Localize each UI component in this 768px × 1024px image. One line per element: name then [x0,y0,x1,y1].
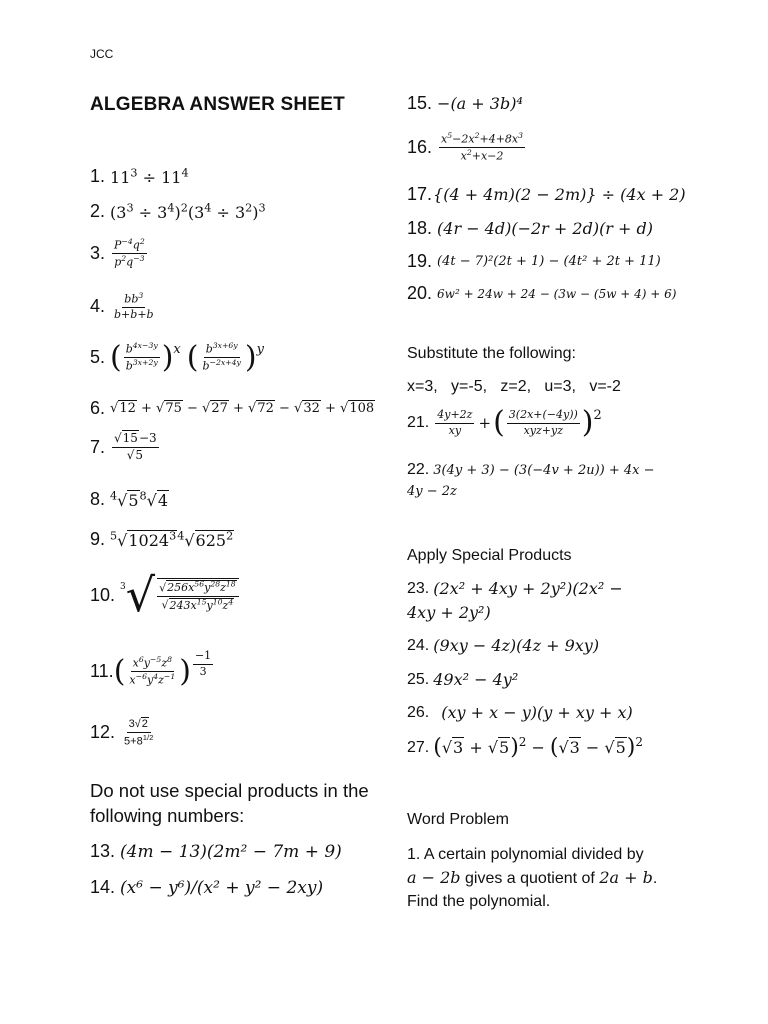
problem-expression: (4r − 4d)(−2r + 2d)(r + d) [437,219,654,238]
problem-expression: 3 √ $\frac{√256x^{56}y^{28}z^{18}}{√243x^{15}y^{10}z^4}$ [120,572,241,618]
problem-expression: $11^3 \div 11^4$ [110,166,189,187]
problem-number: 14. [90,877,116,897]
problem-expression: √12 + √75 − √27 + √72 − √32 + √108 [110,401,375,416]
problem-number: 23. [407,579,430,597]
problem-expression: $\frac{4y+2z}{xy}$ + ( $\frac{3(2x+(-4y))}{\text{xyz+yz}}$ ) $^2$ [437,405,602,440]
problem-24 [407,636,599,655]
problem-number: 19. [407,251,433,271]
problem-20 [407,283,676,304]
problem-1 [90,166,189,187]
quotient-expression: 2a + b [599,868,653,887]
problem-number: 11. [90,661,114,682]
problem-3 [90,238,149,270]
problem-number: 9. [90,529,106,549]
substitution-values: x=3, y=-5, z=2, u=3, v=-2 [407,378,621,395]
divisor-expression: a − 2b [407,868,461,887]
problem-17 [407,184,686,205]
problem-expression-line-1: 3(4y + 3) − (3(−4v + 2u)) + 4x − [433,462,655,478]
problem-10 [90,568,241,622]
no-special-products-heading: Do not use special products in the following numbers: [90,780,369,826]
problem-expression-line-2: 4y − 2z [407,484,457,499]
problem-number: 15. [407,93,433,113]
problem-27 [407,735,643,760]
word-problem-text [407,843,707,913]
problem-number: 22. [407,461,430,478]
problem-25 [407,670,518,689]
problem-6 [90,398,375,419]
problem-21 [407,405,602,440]
problem-expression: $\frac{bb^3}{b+b+b}$ [114,291,154,322]
apply-special-products-heading: Apply Special Products [407,547,572,564]
problem-number: 20. [407,283,433,303]
problem-number: 8. [90,489,106,509]
problem-14 [90,877,323,898]
problem-expression: $\frac{x^5-2x^2+4+8x^3}{x^2+x-2}$ [441,131,524,163]
word-problem-line-3: Find the polynomial. [407,893,551,910]
problem-expression: ( √3 + √5 ) $^2$ − ( √3 − √5 ) $^2$ [433,735,644,760]
word-problem-period: . [652,870,658,887]
problem-expression: $\frac{√15-3}{√5}$ [114,431,157,462]
problem-expression: −(a + 3b)⁴ [437,94,523,113]
problem-expression: $\frac{P^{-4}q^2}{p^2q^{-3}}$ [114,237,145,269]
problem-expression-line-2: 4xy + 2y²) [407,603,491,622]
problem-expression: $^4√5^8√4$ [110,489,169,510]
problem-number: 13. [90,841,116,861]
author-initials: JCC [90,47,114,61]
problem-expression: ( $\frac{x^6y^{-5}z^8}{x^{-6}y^4z^{-1}}$ ) $\frac{-1}{3}$ [113,649,212,689]
word-problem-connector: gives a quotient of [460,870,600,887]
problem-4 [90,292,158,322]
problem-number: 18. [407,218,433,238]
problem-expression: (xy + x − y)(y + xy + x) [441,703,633,722]
problem-22 [407,461,655,479]
problem-expression: 6w² + 24w + 24 − (3w − (5w + 4) + 6) [437,286,677,301]
problem-12 [90,718,157,748]
problem-expression: (4m − 13)(2m² − 7m + 9) [120,841,342,862]
word-problem-heading: Word Problem [407,811,509,828]
problem-expression: 49x² − 4y² [433,670,519,689]
problem-number: 21. [407,414,430,431]
problem-number: 12. [90,722,116,743]
problem-11 [90,649,215,689]
problem-number: 6. [90,398,106,418]
word-problem-line-1: 1. A certain polynomial divided by [407,846,644,863]
problem-number: 5. [90,347,106,368]
problem-number: 2. [90,201,106,221]
problem-number: 10. [90,584,116,605]
problem-19 [407,251,661,272]
problem-expression: $(3^3 \div 3^4)^2(3^4 \div 3^2)^3$ [110,201,266,222]
problem-5 [90,339,264,375]
problem-number: 7. [90,436,106,457]
problem-15 [407,93,523,114]
problem-23 [407,579,623,598]
word-problem-line-2 [407,866,707,890]
problem-number: 16. [407,137,433,158]
problem-number: 24. [407,636,430,654]
problem-expression: {(4 + 4m)(2 − 2m)} ÷ (4x + 2) [433,185,686,204]
problem-number: 3. [90,243,106,264]
problem-13 [90,841,342,862]
problem-9 [90,529,234,550]
problem-expression-line-1: (2x² + 4xy + 2y²)(2x² − [433,579,623,598]
problem-expression: (x⁶ − y⁶)/(x² + y² − 2xy) [120,877,324,898]
problem-expression: $\frac{3√2}{5+8^{1/2}}$ [124,718,154,748]
problem-22-continued [407,484,457,499]
problem-expression: $^5√1024^{34}√625^2$ [110,529,234,550]
problem-number: 26. [407,703,430,721]
problem-16 [407,132,527,164]
problem-expression: ( $\frac{b^{4x-3y}}{b^{3x+2y}}$ ) $^x$ ( $\frac{b^{3x+6y}}{b^{-2x+4y}}$ ) $^y$ [110,339,264,375]
problem-number: 4. [90,296,106,317]
problem-23-continued [407,603,491,622]
problem-number: 25. [407,670,430,688]
problem-number: 27. [407,738,430,756]
problem-expression: (4t − 7)²(2t + 1) − (4t² + 2t + 11) [437,254,661,269]
problem-7 [90,432,161,463]
problem-2 [90,201,266,222]
problem-number: 1. [90,166,106,186]
problem-number: 17. [407,184,433,204]
substitute-heading: Substitute the following: [407,345,576,362]
problem-expression: (9xy − 4z)(4z + 9xy) [433,636,600,655]
page-title: ALGEBRA ANSWER SHEET [90,94,345,115]
problem-18 [407,218,653,239]
problem-8 [90,489,169,510]
problem-26 [407,703,633,722]
